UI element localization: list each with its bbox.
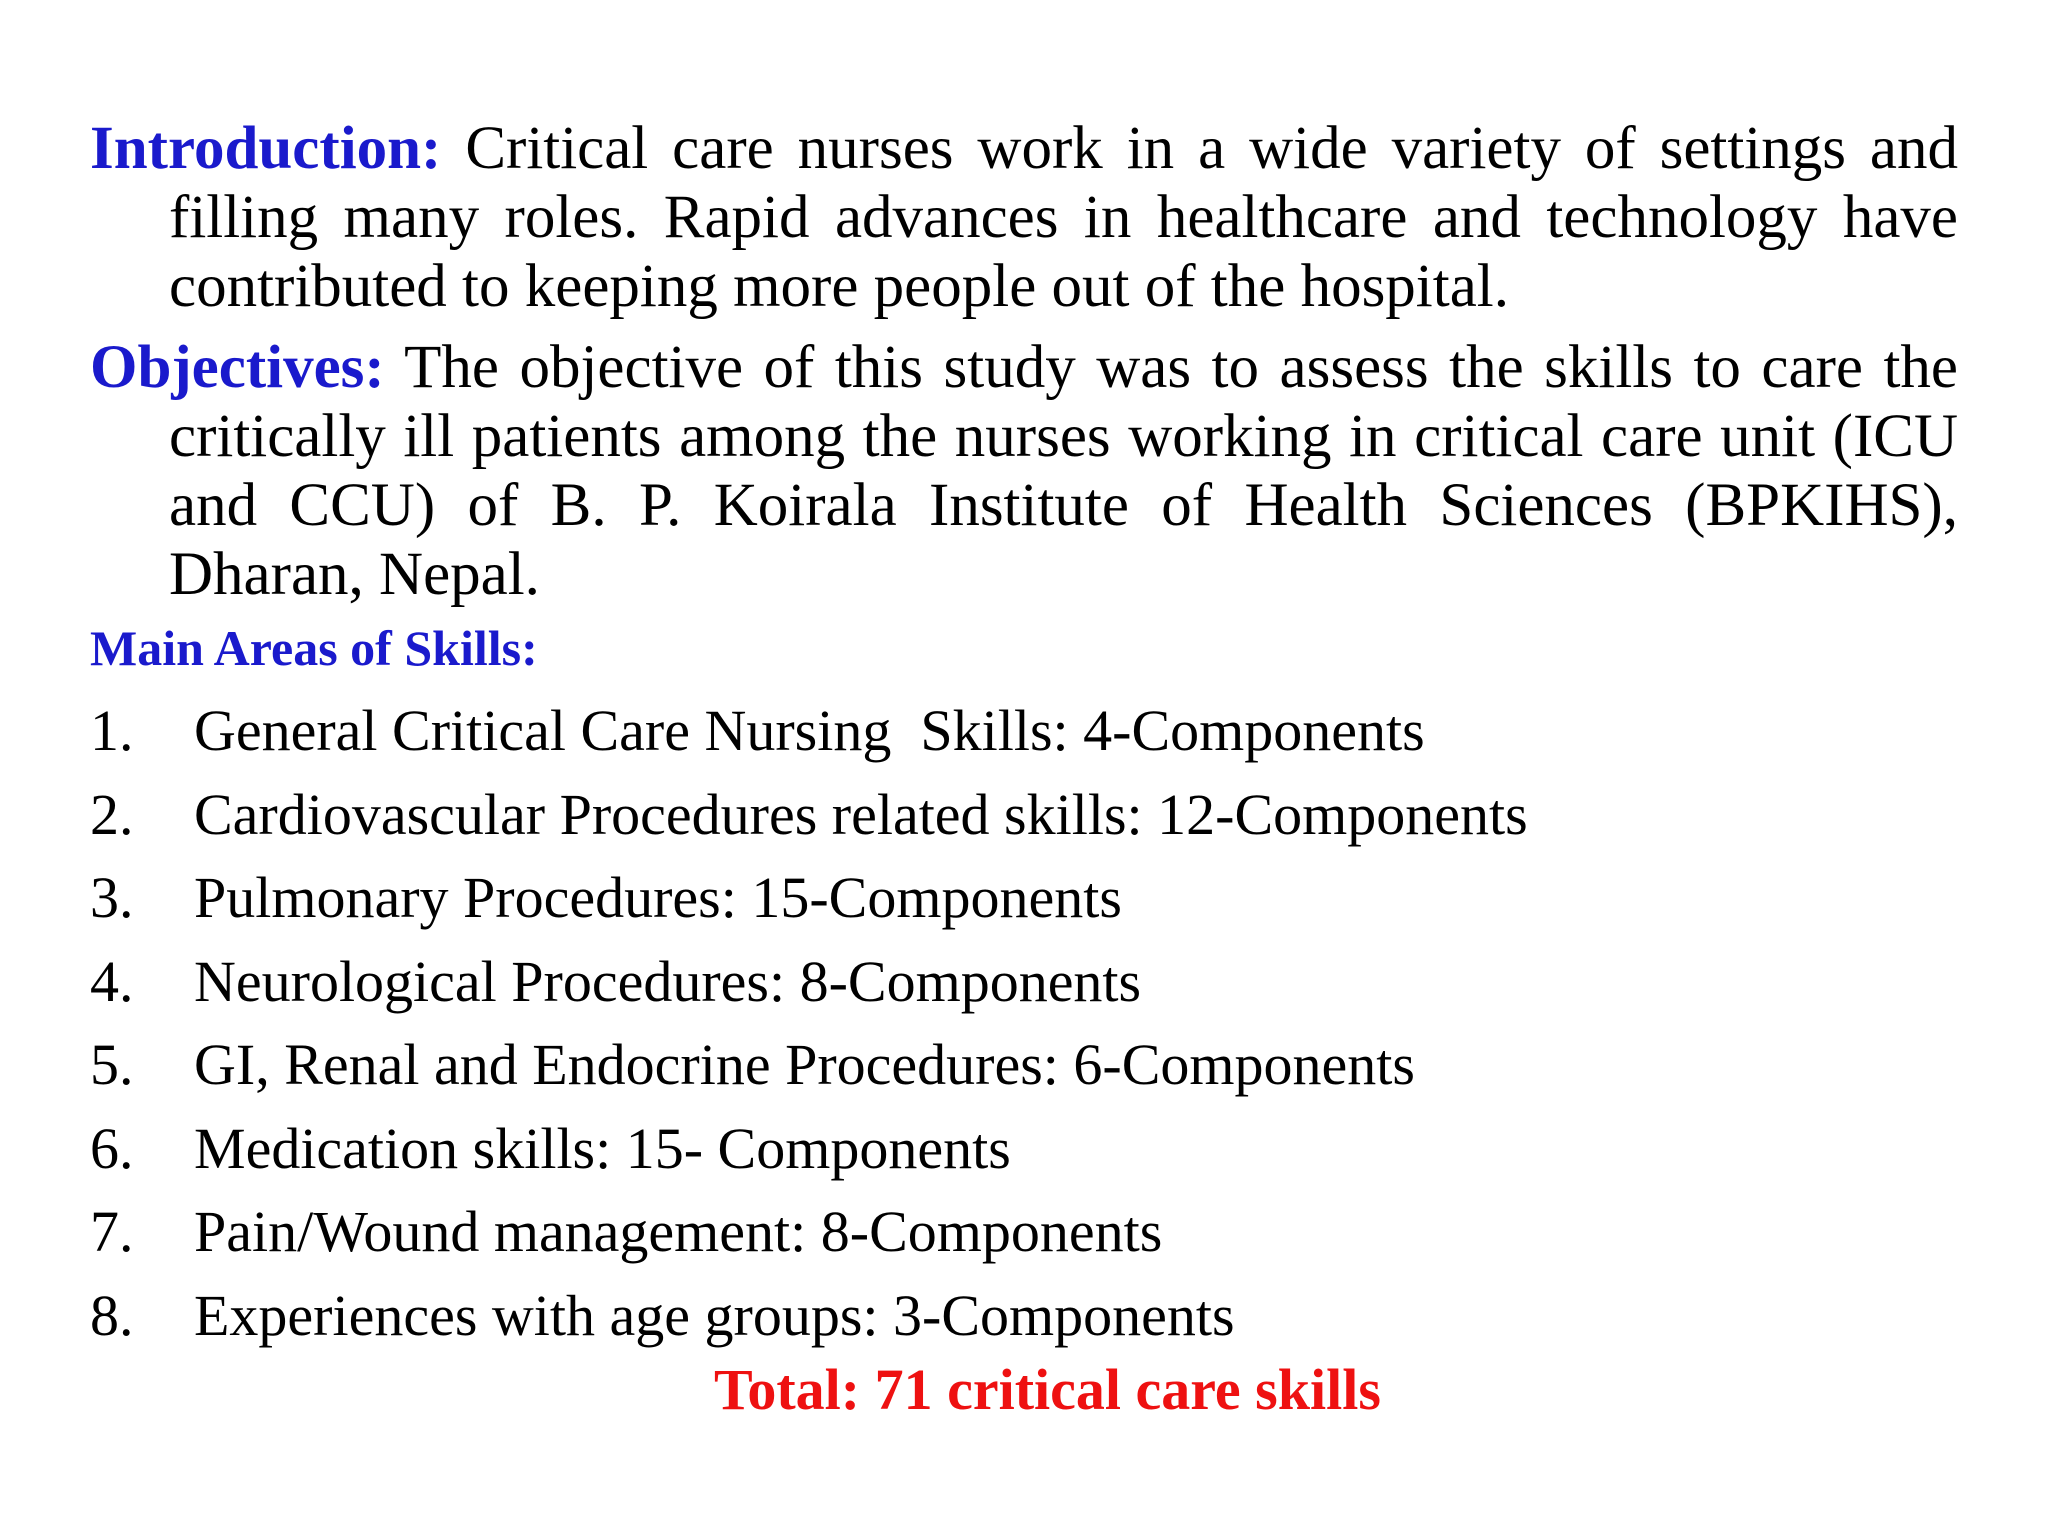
skills-list [90, 697, 1528, 1365]
list-item [90, 1115, 1528, 1199]
list-item-label: General Critical Care Nursing Skills: 4-Components [194, 698, 1425, 763]
list-item-number: 1. [90, 698, 134, 763]
list-item-number: 6. [90, 1115, 134, 1181]
list-item-number: 2. [90, 781, 134, 847]
introduction-text: Critical care nurses work in a wide variety of settings and filling many roles. Rapid advances in healthcare and technology have contributed to keeping more people out of the hospital. [169, 115, 1958, 320]
list-item-label: Pulmonary Procedures: 15-Components [194, 865, 1122, 930]
list-item-label: Pain/Wound management: 8-Components [194, 1199, 1163, 1264]
list-item-number: 5. [90, 1032, 134, 1097]
objectives-heading: Objectives: [90, 334, 385, 401]
list-item [90, 1282, 1528, 1366]
list-item [90, 1198, 1528, 1282]
list-item-number: 4. [90, 948, 134, 1014]
list-item-number: 3. [90, 865, 134, 930]
total-summary: Total: 71 critical care skills [714, 1357, 1381, 1422]
list-item-label: Neurological Procedures: 8-Components [194, 948, 1142, 1014]
main-areas-heading: Main Areas of Skills: [90, 620, 538, 676]
list-item-label: Experiences with age groups: 3-Components [194, 1282, 1235, 1348]
list-item-label: Cardiovascular Procedures related skills: 12-Components [194, 781, 1528, 847]
introduction-paragraph [90, 114, 1958, 321]
objectives-paragraph [90, 333, 1958, 609]
list-item-number: 8. [90, 1282, 134, 1348]
list-item [90, 864, 1528, 948]
introduction-heading: Introduction: [90, 115, 442, 182]
list-item-label: Medication skills: 15- Components [194, 1115, 1011, 1181]
list-item [90, 781, 1528, 865]
list-item-number: 7. [90, 1199, 134, 1264]
list-item-label: GI, Renal and Endocrine Procedures: 6-Components [194, 1032, 1415, 1097]
list-item [90, 948, 1528, 1032]
objectives-text: The objective of this study was to assess the skills to care the critically ill patients among the nurses working in critical care unit (ICU and CCU) of B. P. Koirala Institute of Health Sciences (BPKIHS), Dharan, Nepal. [169, 334, 1958, 608]
list-item [90, 1031, 1528, 1115]
list-item [90, 697, 1528, 781]
